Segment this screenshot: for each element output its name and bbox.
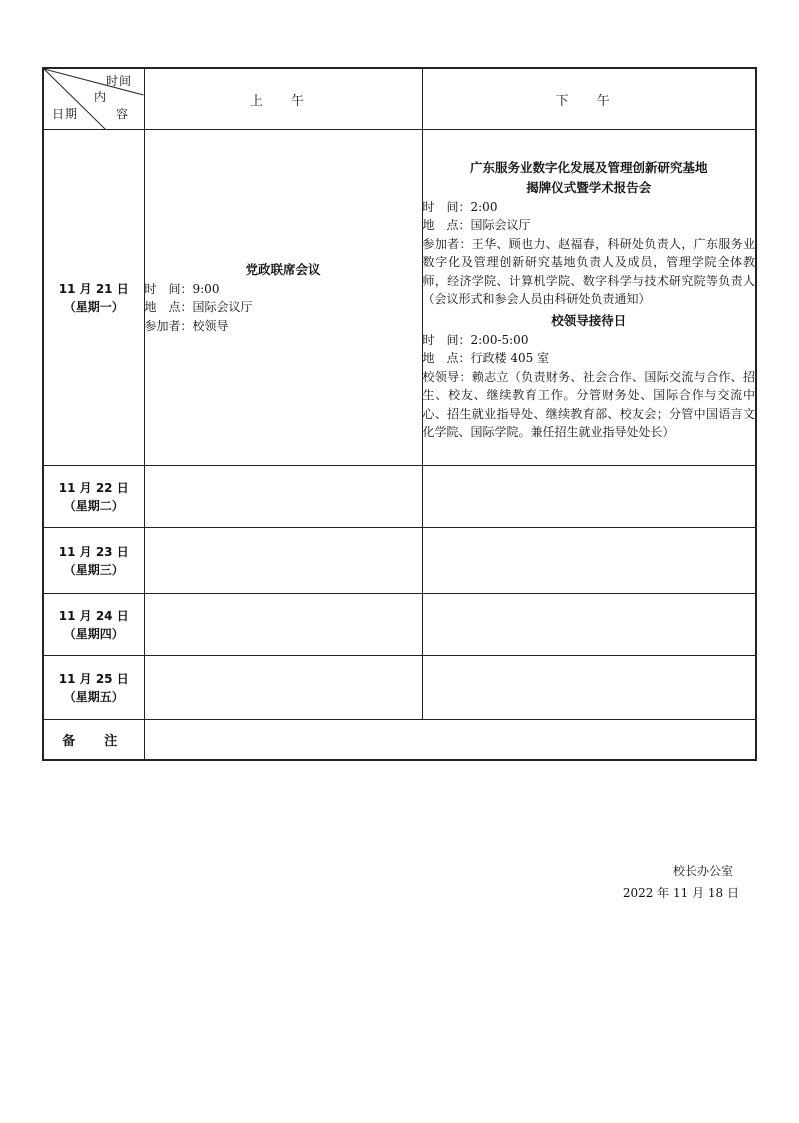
pm-event1-title-line1: 广东服务业数字化发展及管理创新研究基地 [469, 159, 708, 175]
date-cell [43, 594, 144, 656]
corner-time-label: 时间 [106, 74, 133, 88]
pm-event1-place: 地 点：国际会议厅 [422, 218, 531, 232]
pm-cell [422, 130, 756, 466]
date-label: 11 月 22 日 [58, 480, 129, 495]
pm-event1-time: 时 间：2:00 [422, 199, 498, 214]
pm-header: 下 午 [422, 68, 756, 130]
date-label: 11 月 23 日 [58, 544, 129, 559]
am-cell [144, 656, 422, 720]
am-cell [144, 466, 422, 528]
pm-event1-attendees: 参加者：王华、顾也力、赵福春，科研处负责人，广东服务业数字化及管理创新研究基地负责人及成员，管理学院全体教师，经济学院、计算机学院、数字科学与技术研究院等负责人（会议形式和参会人员由科研处负责通知） [422, 236, 755, 306]
am-cell [144, 528, 422, 594]
am-event-time: 时 间：9:00 [144, 281, 220, 296]
issuer-office: 校长办公室 [672, 864, 733, 878]
pm-event1-title-line2: 揭牌仪式暨学术报告会 [526, 179, 652, 195]
corner-content-label-1: 内 [94, 90, 108, 104]
pm-event2-leader: 校领导：赖志立（负责财务、社会合作、国际交流与合作、招生、校友、继续教育工作。分管财务处、国际合作与交流中心、招生就业指导处、继续教育部、校友会；分管中国语言文化学院、国际学院。兼任招生就业指导处处长） [422, 369, 755, 439]
day-row-2 [43, 466, 756, 528]
am-event-attendees: 参加者：校领导 [144, 318, 229, 333]
remark-label: 备 注 [43, 720, 144, 760]
pm-cell [422, 594, 756, 656]
weekday-label: （星期五） [63, 689, 124, 704]
weekday-label: （星期二） [63, 498, 124, 513]
am-event-place: 地 点：国际会议厅 [144, 300, 253, 315]
date-cell [43, 466, 144, 528]
am-event-title: 党政联席会议 [245, 261, 321, 277]
weekday-label: （星期三） [63, 562, 124, 577]
weekly-schedule-table [42, 67, 757, 761]
day-row-1 [43, 130, 756, 466]
am-header: 上 午 [144, 68, 422, 130]
pm-event2-time: 时 间：2:00-5:00 [422, 332, 529, 347]
pm-cell [422, 528, 756, 594]
header-row [43, 68, 756, 130]
corner-date-label: 日期 [52, 107, 79, 121]
date-label: 11 月 25 日 [58, 671, 129, 686]
remark-cell [144, 720, 756, 760]
diagonal-header-cell [43, 68, 144, 130]
issue-date: 2022 年 11 月 18 日 [622, 886, 739, 900]
date-cell [43, 656, 144, 720]
day-row-4 [43, 594, 756, 656]
pm-cell [422, 656, 756, 720]
corner-content-label-2: 容 [116, 107, 130, 121]
remark-row [43, 720, 756, 760]
am-cell [144, 130, 422, 466]
date-cell [43, 528, 144, 594]
pm-cell [422, 466, 756, 528]
date-label: 11 月 24 日 [58, 608, 129, 623]
pm-event2-title: 校领导接待日 [551, 312, 627, 328]
day-row-5 [43, 656, 756, 720]
date-cell [43, 130, 144, 466]
weekday-label: （星期四） [63, 626, 124, 641]
date-label: 11 月 21 日 [58, 281, 129, 296]
pm-event2-place: 地 点：行政楼 405 室 [422, 351, 550, 365]
day-row-3 [43, 528, 756, 594]
am-cell [144, 594, 422, 656]
weekday-label: （星期一） [63, 299, 124, 314]
